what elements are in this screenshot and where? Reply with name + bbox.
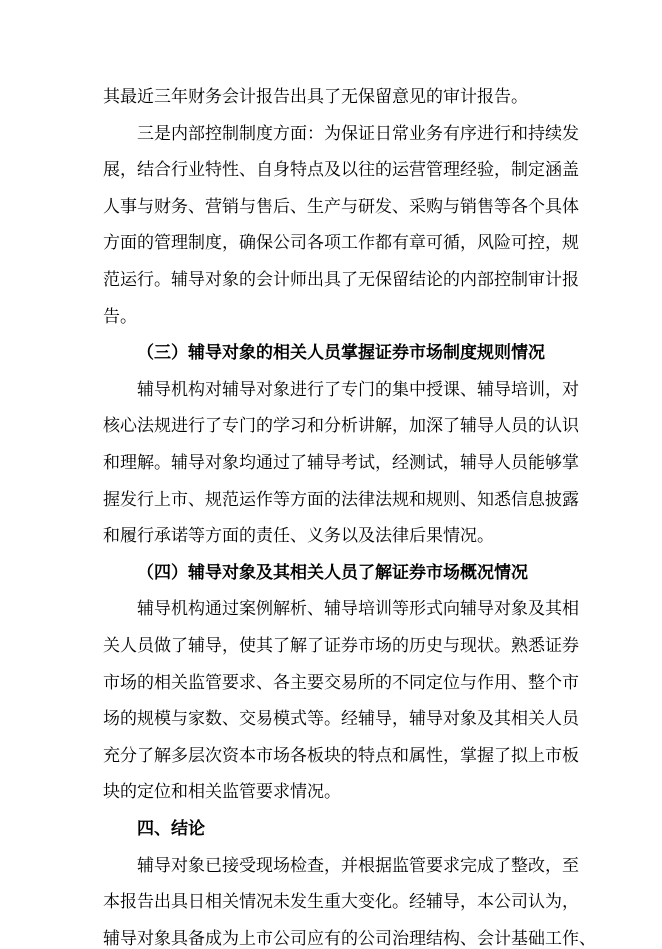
section-heading-conclusion: 四、结论 (137, 819, 205, 839)
body-text-line: 和履行承诺等方面的责任、义务以及法律后果情况。 (103, 526, 494, 546)
body-text-line: 场的规模与家数、交易模式等。经辅导，辅导对象及其相关人员 (103, 709, 579, 729)
paragraph-first-line: 三是内部控制制度方面：为保证日常业务有序进行和持续发 (137, 124, 579, 144)
body-text-line: 核心法规进行了专门的学习和分析讲解，加深了辅导人员的认识 (103, 416, 579, 436)
paragraph-first-line: 辅导对象已接受现场检查，并根据监管要求完成了整改，至 (137, 856, 579, 876)
body-text-line: 和理解。辅导对象均通过了辅导考试，经测试，辅导人员能够掌 (103, 453, 579, 473)
body-text-line: 关人员做了辅导，使其了解了证券市场的历史与现状。熟悉证券 (103, 636, 579, 656)
section-heading-3: （三）辅导对象的相关人员掌握证券市场制度规则情况 (137, 343, 545, 363)
paragraph-first-line: 辅导机构对辅导对象进行了专门的集中授课、辅导培训，对 (137, 380, 579, 400)
body-text-line: 市场的相关监管要求、各主要交易所的不同定位与作用、整个市 (103, 673, 579, 693)
body-text-line: 展，结合行业特性、自身特点及以往的运营管理经验，制定涵盖 (103, 160, 579, 180)
body-text-line: 块的定位和相关监管要求情况。 (103, 782, 341, 802)
body-text-line: 充分了解多层次资本市场各板块的特点和属性，掌握了拟上市板 (103, 746, 579, 766)
body-text-line: 人事与财务、营销与售后、生产与研发、采购与销售等各个具体 (103, 197, 579, 217)
body-text-line: 握发行上市、规范运作等方面的法律法规和规则、知悉信息披露 (103, 490, 579, 510)
body-text-line: 方面的管理制度，确保公司各项工作都有章可循，风险可控，规 (103, 233, 579, 253)
body-text-line: 辅导对象具备成为上市公司应有的公司治理结构、会计基础工作、 (103, 929, 596, 949)
body-text-line: 其最近三年财务会计报告出具了无保留意见的审计报告。 (103, 87, 528, 107)
body-text-line: 本报告出具日相关情况未发生重大变化。经辅导，本公司认为， (103, 892, 579, 912)
body-text-line: 告。 (103, 307, 137, 327)
section-heading-4: （四）辅导对象及其相关人员了解证券市场概况情况 (137, 563, 528, 583)
body-text-line: 范运行。辅导对象的会计师出具了无保留结论的内部控制审计报 (103, 270, 579, 290)
paragraph-first-line: 辅导机构通过案例解析、辅导培训等形式向辅导对象及其相 (137, 599, 579, 619)
